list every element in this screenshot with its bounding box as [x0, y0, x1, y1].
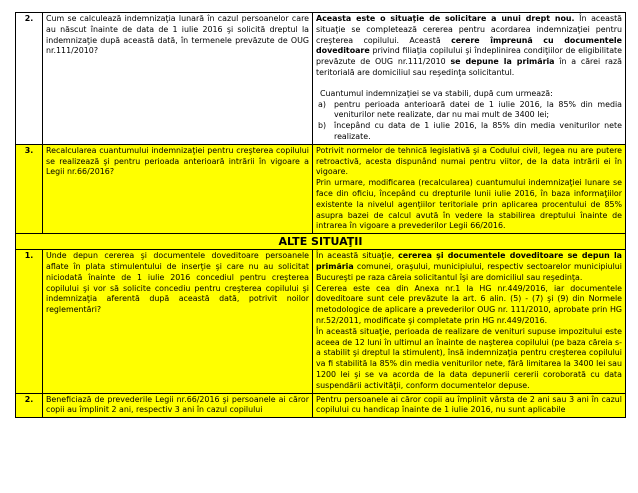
row-number: 2. [16, 13, 43, 145]
row-answer: Potrivit normelor de tehnică legislativă şi a Codului civil, legea nu are putere retroactivă, acesta dispunând numai pentru viitor, de la data intrării ei în vigoare. Prin urmare, modificarea (recalcularea) cuantumului indemnizaţiei lunare se face din oficiu, începând cu drepturile lunii iulie 2016, în baza informaţiilor existente la nivelul agenţiilor teritoriale prin aplicarea procentului de 85% asupra bazei de calcul avută în vedere la stabilirea dreptului înainte de intrarea în vigoare a prevederilor Legii 66/2016. [313, 144, 626, 233]
list-item: a) pentru perioada anterioară datei de 1 iulie 2016, la 85% din media veniturilor nete realizate, dar nu mai mult de 3400 lei; [318, 99, 622, 120]
row-number: 1. [16, 250, 43, 393]
row-number: 3. [16, 144, 43, 233]
row-question: Unde depun cererea şi documentele doveditoare persoanele aflate în plata stimulentului de inserţie şi care nu au solicitat niciodată înainte de 1 iulie 2016 concediul pentru creşterea copilului şi vor să solicite concediu pentru creşterea copilului şi indemnizaţia aferentă după această dată, potrivit noilor reglementări? [43, 250, 313, 393]
row-question: Recalcularea cuantumului indemnizaţiei pentru creşterea copilului se realizează şi pentru perioada anterioară intrării în vigoare a Legii nr.66/2016? [43, 144, 313, 233]
row-answer: Aceasta este o situaţie de solicitare a unui drept nou. În această situaţie se completează cererea pentru acordarea indemnizaţiei pentru creşterea copilului. Această cerere împreună cu documentele doveditoare privind filiaţia copilului şi îndeplinirea condiţiilor de eligibilitate prevăzute de OUG nr.111/2010 se depune la primăria în a cărei rază teritorială are domiciliul sau reşedinţa solicitantul. Cuantumul indemnizaţiei se va stabili, după cum urmează: a) pentru perioada anterioară datei de 1 iulie 2016, la 85% din media veniturilor nete realizate, dar nu mai mult de 3400 lei; b) începând cu data de 1 iulie 2016, la 85% din media veniturilor nete realizate. [313, 13, 626, 145]
row-question: Cum se calculează indemnizaţia lunară în cazul persoanelor care au născut înainte de data de 1 iulie 2016 şi solicită dreptul la indemnizaţie după această dată, în termenele prevăzute de OUG nr.111/2010? [43, 13, 313, 145]
row-number: 2. [16, 393, 43, 418]
table-row [16, 144, 626, 233]
calculation-list [316, 100, 622, 143]
list-item: b) începând cu data de 1 iulie 2016, la 85% din media veniturilor nete realizate. [318, 121, 622, 141]
table-row [16, 393, 626, 418]
faq-table [15, 12, 626, 418]
row-question: Beneficiază de prevederile Legii nr.66/2016 şi persoanele ai căror copii au împlinit 2 ani, respectiv 3 ani în cazul copilului [43, 393, 313, 418]
section-title: ALTE SITUAŢII [16, 234, 626, 250]
table-row [16, 250, 626, 393]
row-answer: În această situaţie, cererea şi documentele doveditoare se depun la primăria comunei, oraşului, municipiului, respectiv sectoarelor municipiului Bucureşti pe raza căreia solicitantul îşi are domiciliul sau reşedinţa. Cererea este cea din Anexa nr.1 la HG nr.449/2016, iar documentele doveditoare sunt cele prevăzute la art. 6 alin. (5) - (7) şi (9) din Normele metodologice de aplicare a prevederilor OUG nr. 111/2010, aprobate prin HG nr.52/2011, modificate şi completate prin HG nr.449/2016. În această situaţie, perioada de realizare de venituri supuse impozitului este aceea de 12 luni în ultimul an înainte de naşterea copilului (pe baza căreia s-a stabilit şi dreptul la stimulent), însă indemnizaţia pentru creşterea copilului va fi stabilită la 85% din media veniturilor nete, fără limitarea la 3400 lei sau 1200 lei şi se va acorda de la data depunerii cererii coroborată cu data suspendării activităţii, conform documentelor depuse. [313, 250, 626, 393]
table-row [16, 13, 626, 145]
section-header-row [16, 234, 626, 250]
row-answer: Pentru persoanele ai căror copii au împlinit vârsta de 2 ani sau 3 ani în cazul copilului cu handicap înainte de 1 iulie 2016, nu sunt aplicabile [313, 393, 626, 418]
